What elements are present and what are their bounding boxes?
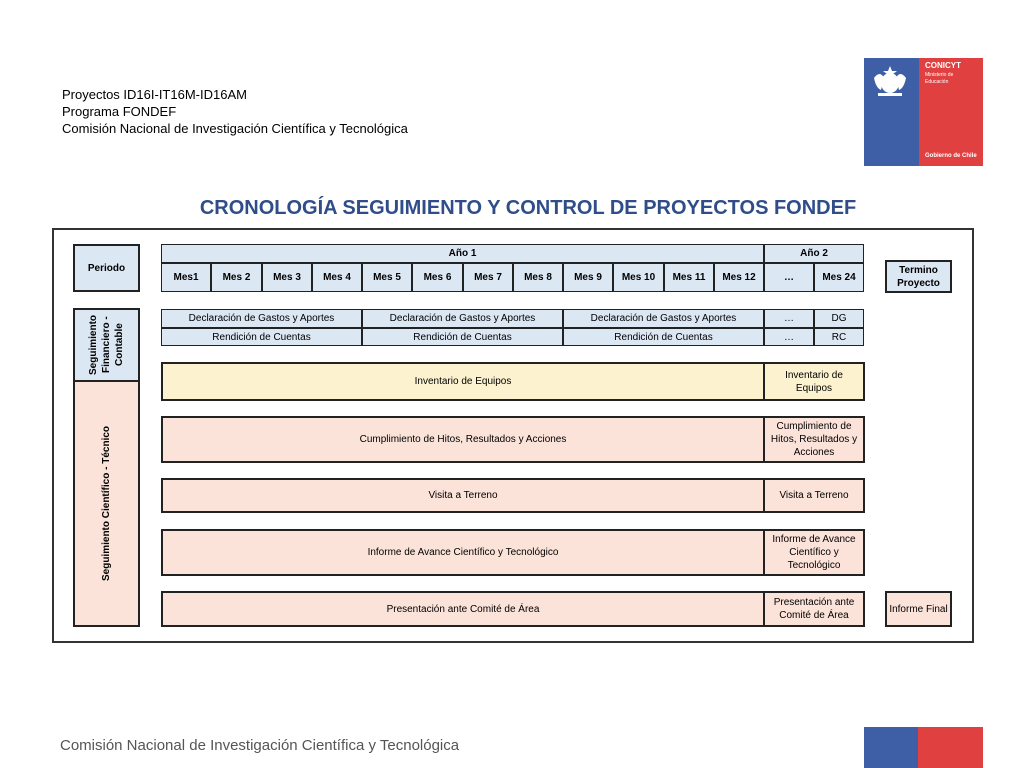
dga-cell: Declaración de Gastos y Aportes xyxy=(362,309,563,328)
presentacion-y2-cell: Presentación ante Comité de Área xyxy=(763,591,865,627)
informe-avance-y2-cell: Informe de Avance Científico y Tecnológico xyxy=(763,529,865,576)
presentacion-cell: Presentación ante Comité de Área xyxy=(161,591,765,627)
logo-gov: Gobierno de Chile xyxy=(925,153,977,159)
cumplimiento-cell: Cumplimiento de Hitos, Resultados y Acciones xyxy=(161,416,765,463)
month-cell: … xyxy=(764,263,814,292)
header-block xyxy=(62,86,408,137)
technical-label-cell xyxy=(73,380,140,627)
conicyt-logo xyxy=(864,58,983,166)
visita-cell: Visita a Terreno xyxy=(161,478,765,513)
dga-cell: … xyxy=(764,309,814,328)
financial-label: Seguimiento Financiero - Contable xyxy=(88,315,125,376)
technical-label: Seguimiento Científico - Técnico xyxy=(101,425,112,581)
footer-text: Comisión Nacional de Investigación Científica y Tecnológica xyxy=(60,737,460,754)
month-cell: Mes 10 xyxy=(613,263,664,292)
logo-red-panel xyxy=(919,58,983,166)
month-cell: Mes 4 xyxy=(312,263,362,292)
logo-sub1: Ministerio de xyxy=(925,72,954,78)
financial-label-cell xyxy=(73,308,140,382)
header-line-projects: Proyectos ID16I-IT16M-ID16AM xyxy=(62,87,247,102)
rdc-cell: … xyxy=(764,328,814,346)
header-line-commission: Comisión Nacional de Investigación Científica y Tecnológica xyxy=(62,121,408,136)
footer-red-bar xyxy=(918,727,983,768)
inventario-cell: Inventario de Equipos xyxy=(161,362,765,401)
periodo-cell: Periodo xyxy=(73,244,140,292)
month-cell: Mes 5 xyxy=(362,263,412,292)
cumplimiento-y2-cell: Cumplimiento de Hitos, Resultados y Acciones xyxy=(763,416,865,463)
page-title: CRONOLOGÍA SEGUIMIENTO Y CONTROL DE PROYECTOS FONDEF xyxy=(199,197,857,219)
informe-avance-cell: Informe de Avance Científico y Tecnológico xyxy=(161,529,765,576)
month-cell: Mes 12 xyxy=(714,263,764,292)
rdc-cell: RC xyxy=(814,328,864,346)
termino-proyecto-cell: Termino Proyecto xyxy=(885,260,952,293)
month-cell: Mes1 xyxy=(161,263,211,292)
rdc-cell: Rendición de Cuentas xyxy=(362,328,563,346)
rdc-cell: Rendición de Cuentas xyxy=(161,328,362,346)
month-cell: Mes 2 xyxy=(211,263,262,292)
logo-name: CONICYT xyxy=(925,61,961,70)
year2-header: Año 2 xyxy=(764,244,864,263)
month-cell: Mes 7 xyxy=(463,263,513,292)
logo-blue-panel xyxy=(864,58,919,166)
month-cell: Mes 3 xyxy=(262,263,312,292)
month-cell: Mes 6 xyxy=(412,263,463,292)
footer-blue-bar xyxy=(864,727,918,768)
month-cell: Mes 24 xyxy=(814,263,864,292)
dga-cell: DG xyxy=(814,309,864,328)
dga-cell: Declaración de Gastos y Aportes xyxy=(563,309,764,328)
inventario-y2-cell: Inventario de Equipos xyxy=(763,362,865,401)
dga-cell: Declaración de Gastos y Aportes xyxy=(161,309,362,328)
logo-sub2: Educación xyxy=(925,79,949,85)
month-cell: Mes 9 xyxy=(563,263,613,292)
month-cell: Mes 11 xyxy=(664,263,714,292)
year1-header: Año 1 xyxy=(161,244,764,263)
visita-y2-cell: Visita a Terreno xyxy=(763,478,865,513)
coat-of-arms-icon xyxy=(870,64,910,98)
month-cell: Mes 8 xyxy=(513,263,563,292)
header-line-program: Programa FONDEF xyxy=(62,104,177,119)
rdc-cell: Rendición de Cuentas xyxy=(563,328,764,346)
informe-final-cell: Informe Final xyxy=(885,591,952,627)
